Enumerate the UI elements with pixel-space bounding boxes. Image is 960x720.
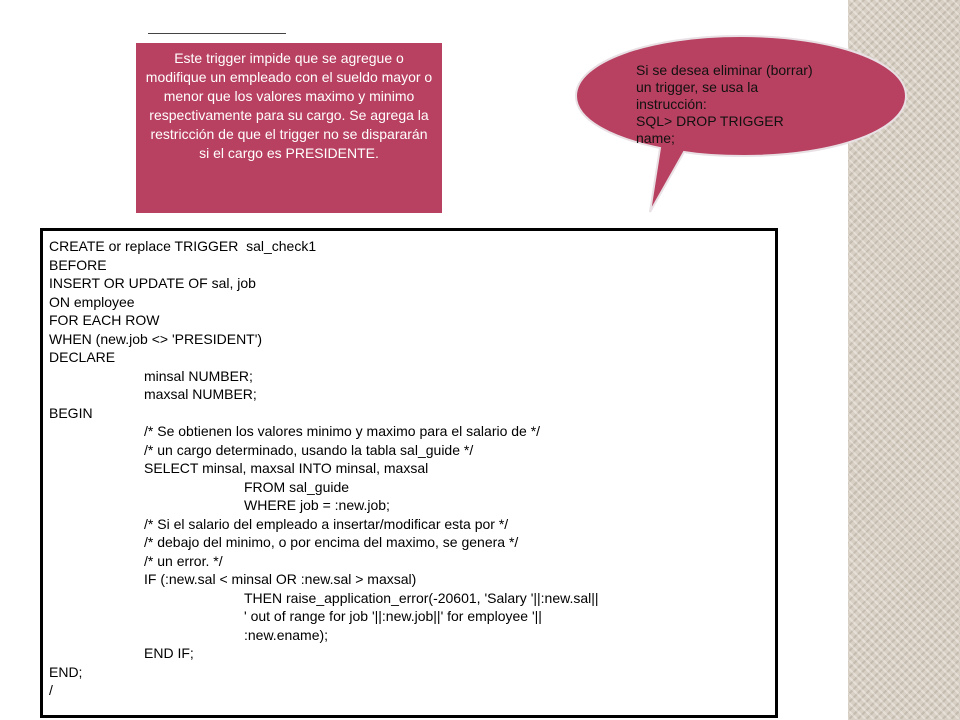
drop-trigger-speech-bubble xyxy=(572,32,908,222)
speech-bubble-line: SQL> DROP TRIGGER xyxy=(636,113,784,129)
sql-code-box xyxy=(40,228,778,718)
code-line: THEN raise_application_error(-20601, 'Salary '||:new.sal|| xyxy=(244,589,599,606)
speech-bubble-line: name; xyxy=(636,130,675,146)
code-line: DECLARE xyxy=(49,349,116,365)
code-line: / xyxy=(49,682,53,698)
trigger-description-note xyxy=(136,43,442,213)
code-line: /* un error. */ xyxy=(144,552,223,569)
code-line: INSERT OR UPDATE OF sal, job xyxy=(49,275,256,291)
code-line: maxsal NUMBER; xyxy=(144,386,257,402)
code-line: ' out of range for job '||:new.job||' for employee '|| xyxy=(244,608,542,624)
code-line: FOR EACH ROW xyxy=(49,312,160,328)
code-line: CREATE or replace TRIGGER sal_check1 xyxy=(49,238,317,254)
code-line: /* debajo del minimo, o por encima del maximo, se genera */ xyxy=(144,534,519,550)
code-line: WHEN (new.job <> 'PRESIDENT') xyxy=(49,330,263,347)
speech-bubble-line: un trigger, se usa la xyxy=(636,79,759,95)
code-line: :new.ename); xyxy=(244,626,329,643)
code-line: IF (:new.sal < minsal OR :new.sal > maxsal) xyxy=(144,571,417,587)
code-line: /* Si el salario del empleado a insertar/modificar esta por */ xyxy=(144,515,509,532)
speech-bubble-line: Si se desea eliminar (borrar) xyxy=(636,62,813,78)
code-line: /* un cargo determinado, usando la tabla sal_guide */ xyxy=(144,441,474,458)
code-line: ON employee xyxy=(49,293,135,310)
code-line: FROM sal_guide xyxy=(244,478,350,495)
speech-bubble-line: instrucción: xyxy=(636,96,707,112)
speech-bubble-text xyxy=(636,62,846,147)
trigger-description-text: Este trigger impide que se agregue o modifique un empleado con el sueldo mayor o menor que los valores maximo y minimo respectivamente para su cargo. Se agrega la restricción de que el trigger no se dispararán si el cargo es PRESIDENTE. xyxy=(145,50,433,161)
code-line: END IF; xyxy=(144,645,194,661)
top-rule xyxy=(148,33,286,34)
code-line: END; xyxy=(49,663,83,680)
code-line: SELECT minsal, maxsal INTO minsal, maxsal xyxy=(144,460,429,476)
code-line: WHERE job = :new.job; xyxy=(244,497,390,513)
code-line: /* Se obtienen los valores minimo y maximo para el salario de */ xyxy=(144,423,541,439)
code-line: BEGIN xyxy=(49,404,93,421)
code-line: BEFORE xyxy=(49,256,107,273)
code-line: minsal NUMBER; xyxy=(144,367,253,384)
